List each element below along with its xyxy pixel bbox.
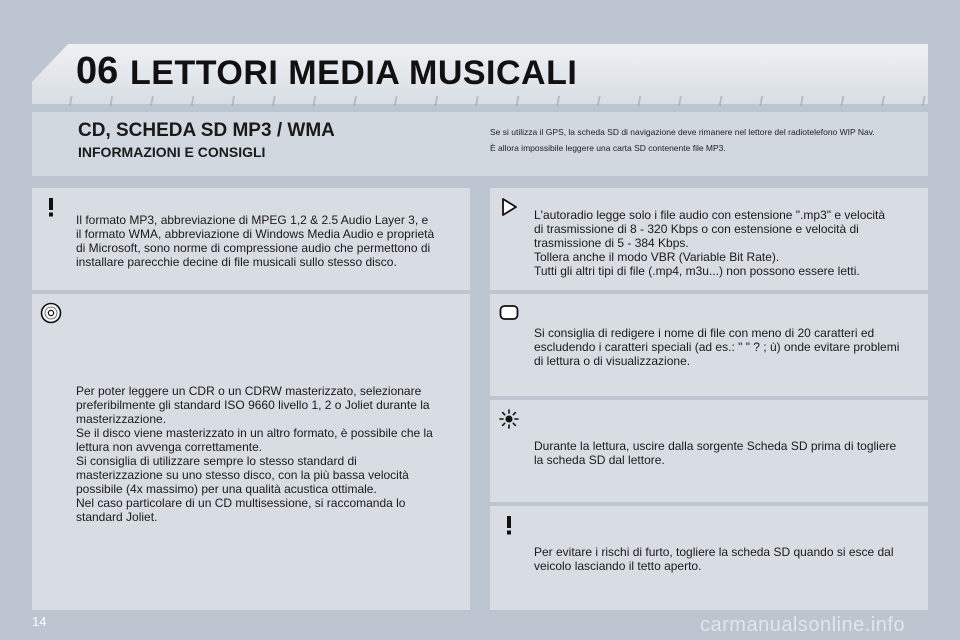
chapter-title: LETTORI MEDIA MUSICALI <box>130 54 578 92</box>
exclamation-icon <box>498 514 520 536</box>
header-decoration <box>32 96 928 106</box>
gps-note <box>490 124 920 156</box>
watermark: carmanualsonline.info <box>700 614 906 636</box>
play-icon <box>498 196 520 218</box>
chapter-number: 06 <box>76 50 119 92</box>
file-formats-text: L'autoradio legge solo i file audio con estensione ".mp3" e velocità di trasmissione di 8 - 320 Kbps o con estensione e velocità di trasmissione di 5 - 384 Kbps. Tollera anche il modo VBR (Variable Bit Rate). Tutti gli altri tipi di file (.mp4, m3u...) non possono essere letti. <box>534 208 886 278</box>
section-subtitle: INFORMAZIONI E CONSIGLI <box>78 144 266 160</box>
gps-note-line-2: È allora impossibile leggere una carta SD contenente file MP3. <box>490 143 726 153</box>
theft-warning-text: Per evitare i rischi di furto, togliere la scheda SD quando si esce dal veicolo lasciando il tetto aperto. <box>534 545 894 573</box>
cd-burning-text: Per poter leggere un CDR o un CDRW masterizzato, selezionare preferibilmente gli standard ISO 9660 livello 1, 2 o Joliet durante la masterizzazione. Se il disco viene masterizzato in un altro formato, è possibile che la lettura non avvenga correttamente. Si consiglia di utilizzare sempre lo stesso standard di masterizzazione su uno stesso disco, con la più bassa velocità possibile (4x massimo) per una qualità acustica ottimale. Nel caso particolare di un CD multisessione, si raccomanda lo standard Joliet. <box>76 384 433 524</box>
section-title: CD, SCHEDA SD MP3 / WMA <box>78 120 335 141</box>
page-number: 14 <box>32 614 47 629</box>
file-names-text: Si consiglia di redigere i nome di file con meno di 20 caratteri ed escludendo i caratteri speciali (ad es.: " " ? ; ù) onde evitare problemi di lettura o di visualizzazione. <box>534 326 900 368</box>
gps-note-line-1: Se si utilizza il GPS, la scheda SD di navigazione deve rimanere nel lettore del radiotelefono WIP Nav. <box>490 127 875 137</box>
mp3-wma-text: Il formato MP3, abbreviazione di MPEG 1,2 & 2.5 Audio Layer 3, e il formato WMA, abbreviazione di Windows Media Audio e proprietà di Microsoft, sono norme di compressione audio che permettono di installare parecchie decine di file musicali sullo stesso disco. <box>76 213 435 269</box>
sd-removal-text: Durante la lettura, uscire dalla sorgente Scheda SD prima di togliere la scheda SD dal lettore. <box>534 439 897 467</box>
cd-icon <box>40 302 62 324</box>
exclamation-icon <box>40 196 62 218</box>
sun-icon <box>498 408 520 430</box>
rounded-rectangle-icon <box>498 302 520 324</box>
